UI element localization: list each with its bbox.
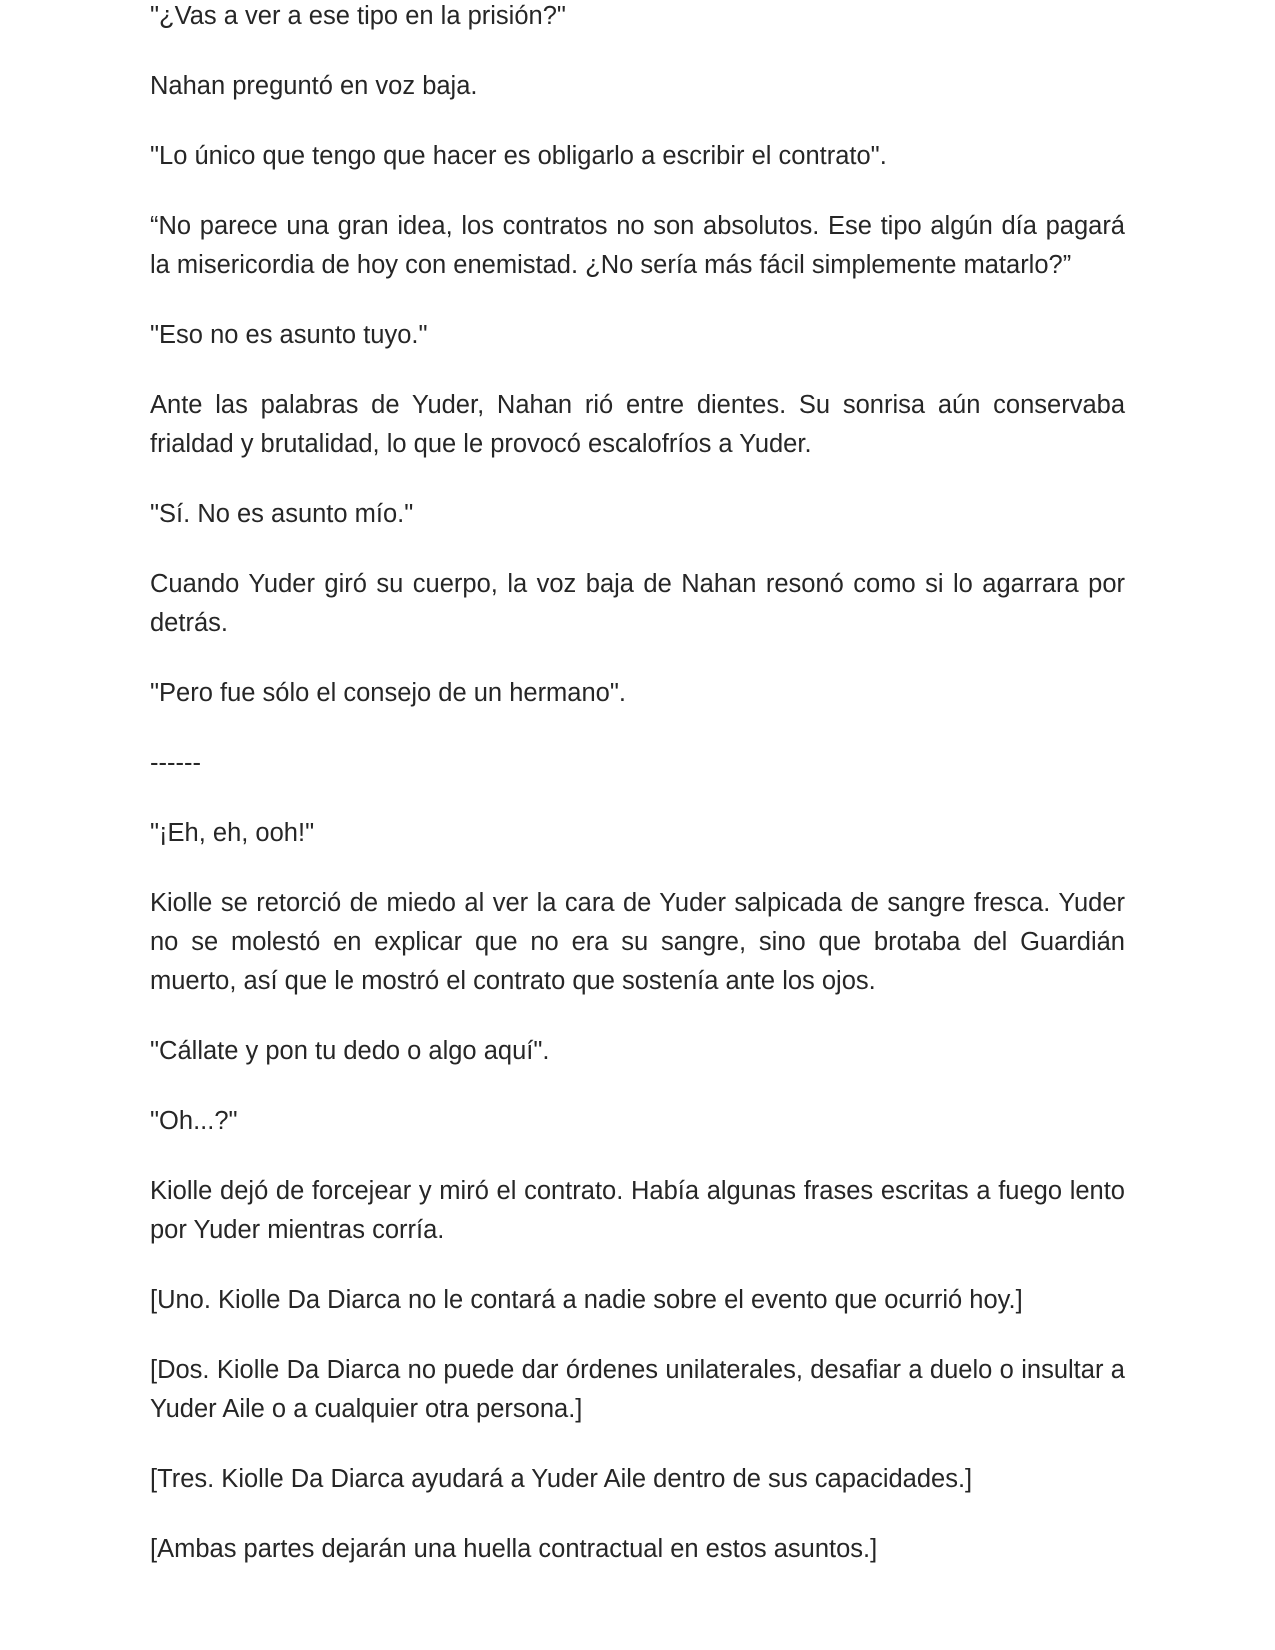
contract-clause: [Tres. Kiolle Da Diarca ayudará a Yuder Aile dentro de sus capacidades.] <box>150 1465 973 1493</box>
paragraph: Kiolle se retorció de miedo al ver la cara de Yuder salpicada de sangre fresca. Yuder no se molestó en explicar que no era su sangre, sino que brotaba del Guardián muerto, así que le mostró el contrato que sostenía ante los ojos. <box>150 889 1125 995</box>
paragraph: "Oh...?" <box>150 1107 238 1135</box>
paragraph: “No parece una gran idea, los contratos no son absolutos. Ese tipo algún día pagará la misericordia de hoy con enemistad. ¿No sería más fácil simplemente matarlo?” <box>150 212 1125 279</box>
paragraph: "Sí. No es asunto mío." <box>150 500 414 528</box>
paragraph: "¿Vas a ver a ese tipo en la prisión?" <box>150 2 566 30</box>
paragraph: "Eso no es asunto tuyo." <box>150 321 428 349</box>
scene-separator: ------ <box>150 749 201 777</box>
paragraph: "Lo único que tengo que hacer es obligarlo a escribir el contrato". <box>150 142 887 170</box>
paragraph: Kiolle dejó de forcejear y miró el contrato. Había algunas frases escritas a fuego lento por Yuder mientras corría. <box>150 1177 1125 1244</box>
contract-clause: [Uno. Kiolle Da Diarca no le contará a nadie sobre el evento que ocurrió hoy.] <box>150 1286 1023 1314</box>
contract-clause: [Dos. Kiolle Da Diarca no puede dar órdenes unilaterales, desafiar a duelo o insultar a Yuder Aile o a cualquier otra persona.] <box>150 1356 1125 1423</box>
paragraph: "Pero fue sólo el consejo de un hermano". <box>150 679 626 707</box>
paragraph: Cuando Yuder giró su cuerpo, la voz baja de Nahan resonó como si lo agarrara por detrás. <box>150 570 1125 637</box>
paragraph: "Cállate y pon tu dedo o algo aquí". <box>150 1037 550 1065</box>
paragraph: "¡Eh, eh, ooh!" <box>150 819 315 847</box>
paragraph: Ante las palabras de Yuder, Nahan rió entre dientes. Su sonrisa aún conservaba frialdad y brutalidad, lo que le provocó escalofríos a Yuder. <box>150 391 1125 458</box>
contract-clause: [Ambas partes dejarán una huella contractual en estos asuntos.] <box>150 1535 878 1563</box>
paragraph: Nahan preguntó en voz baja. <box>150 72 478 100</box>
document-page <box>150 0 1125 1600</box>
